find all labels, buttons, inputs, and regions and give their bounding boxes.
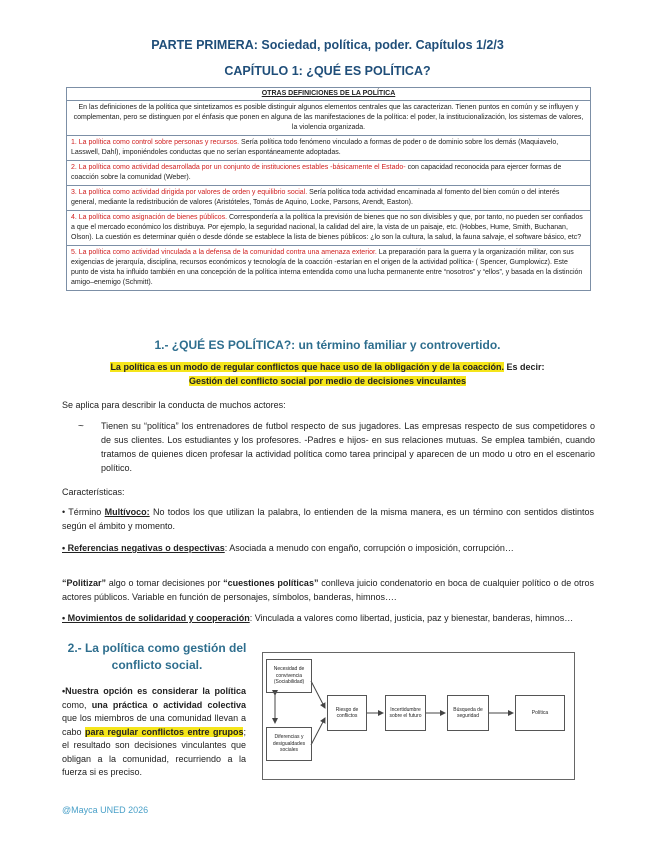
section-2-body — [62, 685, 246, 780]
section-1-title-tail: un término familiar y controvertido. — [295, 338, 501, 352]
c4-text: : Vinculada a valores como libertad, justicia, paz y bienestar, banderas, himnos… — [249, 613, 574, 623]
actors-intro: Se aplica para describir la conducta de muchos actores: — [62, 400, 286, 410]
definitions-heading: OTRAS DEFINICIONES DE LA POLÍTICA — [67, 88, 590, 101]
characteristic-solidarity — [62, 611, 594, 625]
characteristic-politizar — [62, 576, 594, 604]
definition-item-1-text: Sería política todo fenómeno vinculado a formas de poder o de dominio sobre los demás (Maquiavelo, Lasswell, Dahl), imponiéndoles conductas que no serían espontáneamente adoptadas. — [71, 139, 559, 156]
s2-b6: ; el resultado son decisiones vinculantes que obligan a la comunidad, recurriendo a la fuerza si es preciso. — [62, 726, 246, 777]
box-politica: Política — [515, 695, 565, 731]
definition-item-4 — [67, 211, 590, 246]
c3-bold-2: “cuestiones políticas” — [223, 578, 319, 588]
definition-highlight-2: Gestión del conflicto social por medio de decisiones vinculantes — [188, 376, 467, 386]
c2-bold: • Referencias negativas o despectivas — [62, 543, 225, 553]
definition-item-5-text: La preparación para la guerra y la organización militar, con sus exigencias de jerarquía, disciplina, recursos económicos y tecnología de la coacción -estarían en el origen de la actividad política- ( Spencer, Gumplowicz). Este punto de vista ha influido también en una concepción de la política interna entendida como una lucha permanente entre “nosotros” y “ellos”, y basada en la distinción amigo–enemigo (Schmitt). — [71, 249, 583, 286]
arrow-2-to-3 — [311, 718, 325, 745]
definition-item-1-title: 1. La política como control sobre personas y recursos. — [71, 139, 240, 146]
box-desigualdades: Diferencias y desigualdades sociales — [266, 727, 312, 761]
chapter-title: CAPÍTULO 1: ¿QUÉ ES POLÍTICA? — [224, 64, 431, 78]
c3-text: conlleva juicio condenatorio en boca de cualquier político o de otros actores públicos. Variable en función de personajes, símbolos, banderas, himnos…. — [62, 578, 594, 602]
part-title: PARTE PRIMERA: Sociedad, política, poder. Capítulos 1/2/3 — [151, 38, 504, 52]
box-incertidumbre: Incertidumbre sobre el futuro — [385, 695, 426, 731]
definition-item-2-text: con capacidad reconocida para ejercer formas de coacción sobre la comunidad (Weber). — [71, 164, 562, 181]
definition-item-5-title: 5. La política como actividad vinculada a la defensa de la comunidad contra una amenaza exterior. — [71, 249, 377, 256]
definition-item-3-title: 3. La política como actividad dirigida por valores de orden y equilibrio social. — [71, 189, 308, 196]
definitions-table — [66, 87, 591, 291]
section-2-title: 2.- La política como gestión del conflicto social. — [67, 641, 247, 672]
bullet-tilde: ~ — [78, 421, 84, 432]
c1-pre: • Término — [62, 507, 105, 517]
definition-item-5 — [67, 246, 590, 290]
definition-item-4-title: 4. La política como asignación de bienes públicos. — [71, 214, 228, 221]
conflict-diagram — [262, 652, 575, 780]
section-1-title-main: 1.- ¿QUÉ ES POLÍTICA?: — [154, 338, 296, 352]
box-seguridad: Búsqueda de seguridad — [447, 695, 489, 731]
box-riesgo: Riesgo de conflictos — [327, 695, 367, 731]
c1-text: No todos los que utilizan la palabra, lo entienden de la misma manera, es un término con sentidos distintos según el ámbito y momento. — [62, 507, 594, 531]
characteristics-heading: Características: — [62, 487, 125, 497]
definition-line-2 — [0, 376, 655, 386]
s2-b3: una práctica o actividad colectiva — [91, 699, 246, 710]
characteristic-negative — [62, 541, 594, 555]
definition-line-1 — [0, 362, 655, 372]
s2-b5: para regular conflictos entre grupos — [85, 726, 244, 737]
s2-b2: como, — [62, 699, 92, 710]
c3-bold-1: “Politizar” — [62, 578, 107, 588]
c4-bold: • Movimientos de solidaridad y cooperación — [62, 613, 250, 623]
section-1-title — [0, 338, 655, 352]
definition-item-4-text: Correspondería a la política la previsión de bienes que no son divisibles y que, por tanto, no pueden ser confiados a que el mercado económico los distribuya. Por ejemplo, la seguridad nacional, la calidad del aire, la vista de un paisaje, etc. (Hobbes, Hume, Smith, Buchanan, Olson). La cuestión es determinar quién o desde dónde se establece la lista de bienes públicos: ¿lo son la cultura, la salud, la fauna salvaje, el software básico, etc? — [71, 214, 583, 241]
s2-b1: •Nuestra opción es considerar la política — [62, 686, 246, 696]
definition-item-3-text: Sería política toda actividad encaminada al fomento del bien común o del interés general, mediante la redistribución de valores (Aristóteles, Tomás de Aquino, Locke, Parsons, Arendt, Easton). — [71, 189, 560, 206]
definition-item-3 — [67, 186, 590, 211]
actors-bullet-text: Tienen su “política” los entrenadores de futbol respecto de sus jugadores. Las empresas respecto de sus competidores o de sus clientes. Los estudiantes y los profesores. -Padres e hijos- en sus relaciones mutuas. Se emplea también, cuando tratamos de quienes dicen profesar la actividad política como tarea principal y aparecen de un modo u otro en el escenario político. — [101, 421, 595, 473]
footer-credit: @Mayca UNED 2026 — [62, 805, 149, 815]
definition-item-2-title: 2. La política como actividad desarrollada por un conjunto de instituciones estables -básicamente el Estado- — [71, 164, 406, 171]
c1-bold: Multívoco: — [104, 507, 150, 517]
definition-highlight: La política es un modo de regular conflictos que hace uso de la obligación y de la coacción. — [110, 362, 505, 372]
definition-tail: Es decir: — [504, 362, 545, 372]
definition-item-2 — [67, 161, 590, 186]
definition-item-1 — [67, 136, 590, 161]
arrow-1-to-3 — [311, 681, 325, 708]
c3-mid: algo o tomar decisiones por — [106, 578, 224, 588]
definitions-intro: En las definiciones de la política que sintetizamos es posible distinguir algunos elementos centrales que las caracterizan. Tienen puntos en común y se influyen y complementan, pero se distinguen por el énfasis que ponen en alguna de las manifestaciones de la política: el poder, la institucionalización, los sistemas de valores, la violencia organizada. — [67, 101, 590, 136]
characteristic-multivoco — [62, 505, 594, 533]
s2-b4: que los miembros de una comunidad llevan a cabo — [62, 713, 246, 737]
box-convivencia: Necesidad de convivencia (Sociabilidad) — [266, 659, 312, 693]
c2-text: : Asociada a menudo con engaño, corrupción o imposición, corrupción… — [224, 543, 514, 553]
